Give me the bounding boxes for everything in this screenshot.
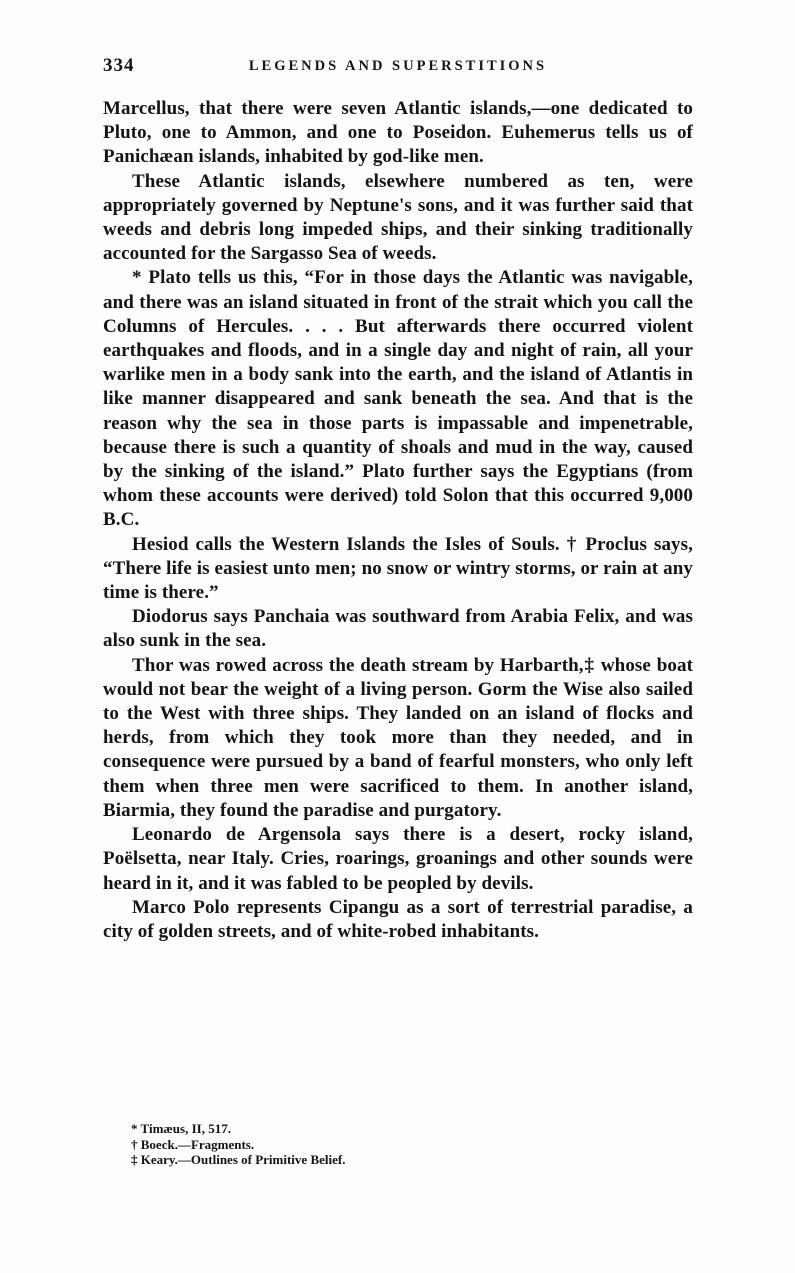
- running-title: LEGENDS AND SUPERSTITIONS: [248, 58, 548, 74]
- footnote: † Boeck.—Fragments.: [131, 1136, 255, 1152]
- page-number: 334: [103, 55, 135, 76]
- paragraph: Thor was rowed across the death stream by Harbarth,‡ whose boat would not bear the weight of a living person. Gorm the Wise also sailed to the West with three ships. They landed on an island of flocks and herds, from which they took more than they needed, and in consequence were pursued by a band of fearful monsters, who only left them when three men were sacrificed to them. In another island, Biarmia, they found the paradise and purgatory.: [103, 654, 693, 821]
- paragraph: Diodorus says Panchaia was southward from Arabia Felix, and was also sunk in the sea.: [103, 606, 693, 652]
- paragraph: Marcellus, that there were seven Atlantic islands,—one dedicated to Pluto, one to Ammon, and one to Poseidon. Euhemerus tells us of Panichæan islands, inhabited by god-like men.: [103, 98, 693, 168]
- paragraph: Leonardo de Argensola says there is a desert, rocky island, Poëlsetta, near Italy. Cries, roarings, groanings and other sounds were heard in it, and it was fabled to be peopled by devils.: [103, 824, 693, 894]
- paragraph: * Plato tells us this, “For in those days the Atlantic was navigable, and there was an island situated in front of the strait which you call the Columns of Hercules. . . . But afterwards there occurred violent earthquakes and floods, and in a single day and night of rain, all your warlike men in a body sank into the earth, and the island of Atlantis in like manner disappeared and sank beneath the sea. And that is the reason why the sea in those parts is impassable and impenetrable, because there is such a quantity of shoals and mud in the way, caused by the sinking of the island.” Plato further says the Egyptians (from whom these accounts were derived) told Solon that this occurred 9,000 B.C.: [103, 267, 693, 531]
- paragraph: Hesiod calls the Western Islands the Isles of Souls. † Proclus says, “There life is easiest unto men; no snow or wintry storms, or rain at any time is there.”: [103, 533, 693, 604]
- paragraph: Marco Polo represents Cipangu as a sort of terrestrial paradise, a city of golden streets, and of white-robed inhabitants.: [103, 896, 693, 942]
- footnote: * Timæus, II, 517.: [131, 1121, 231, 1136]
- body-text: [103, 97, 693, 944]
- footnotes: [131, 1121, 611, 1168]
- page-header: [103, 55, 693, 79]
- footnote: ‡ Keary.—Outlines of Primitive Belief.: [131, 1152, 346, 1167]
- paragraph: These Atlantic islands, elsewhere numbered as ten, were appropriately governed by Neptune's sons, and it was further said that weeds and debris long impeded ships, and their sinking traditionally accounted for the Sargasso Sea of weeds.: [103, 170, 693, 265]
